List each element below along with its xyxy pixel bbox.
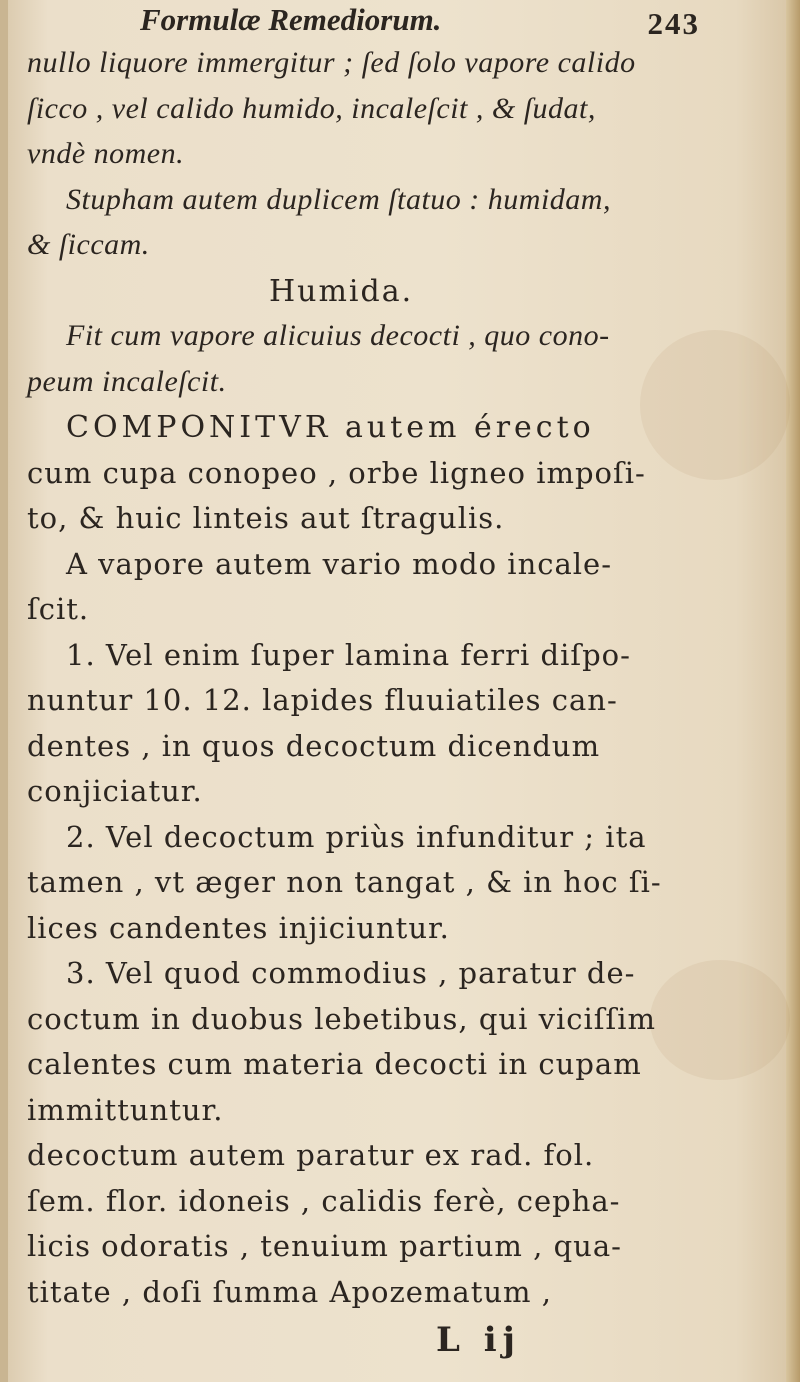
text-line: calentes cum materia decocti in cupam [27,1047,642,1081]
text-line: to, & huic linteis aut ſtragulis. [27,501,505,535]
text-line: cum cupa conopeo , orbe ligneo impoſi- [27,456,646,490]
page-edge [786,0,800,1382]
text-line: ſcit. [27,592,90,626]
running-head [140,2,700,42]
text-line: titate , doſi ſumma Apozematum , [27,1275,552,1309]
text-line: dentes , in quos decoctum dicendum [27,729,601,763]
text-line: COMPONITVR autem érecto [66,410,595,445]
text-line: peum incaleſcit. [27,365,227,398]
text-line: decoctum autem paratur ex rad. fol. [27,1138,595,1172]
signature-mark: L ij [436,1320,521,1360]
foxing-stain [650,960,790,1080]
text-line: 1. Vel enim ſuper lamina ferri diſpo- [66,638,631,672]
text-line: immittuntur. [27,1093,224,1127]
foxing-stain [640,330,790,480]
text-line: tamen , vt æger non tangat , & in hoc ſi- [27,865,662,899]
text-line: 3. Vel quod commodius , paratur de- [66,956,636,990]
text-line: Fit cum vapore alicuius decocti , quo cono- [66,319,610,352]
text-line: 2. Vel decoctum priùs infunditur ; ita [66,820,647,854]
text-line: ſicco , vel calido humido, incaleſcit , & ſudat, [27,92,596,125]
text-line: lices candentes injiciuntur. [27,911,450,945]
text-line: A vapore autem vario modo incale- [66,547,613,581]
page-number: 243 [647,6,700,41]
text-line: conjiciatur. [27,774,203,808]
section-heading: Humida. [269,274,414,309]
text-line: Stupham autem duplicem ſtatuo : humidam, [66,183,611,216]
text-line: & ſiccam. [27,228,150,261]
text-line: licis odoratis , tenuium partium , qua- [27,1229,622,1263]
text-line: vndè nomen. [27,137,185,170]
running-title: Formulæ Remediorum. [140,2,442,37]
text-line: coctum in duobus lebetibus, qui viciſſim [27,1002,657,1036]
text-line: ſem. flor. idoneis , calidis ferè, cepha- [27,1184,621,1218]
text-line: nuntur 10. 12. lapides fluuiatiles can- [27,683,618,717]
text-line: nullo liquore immergitur ; ſed ſolo vapore calido [27,46,636,79]
gutter-shadow [0,0,8,1382]
